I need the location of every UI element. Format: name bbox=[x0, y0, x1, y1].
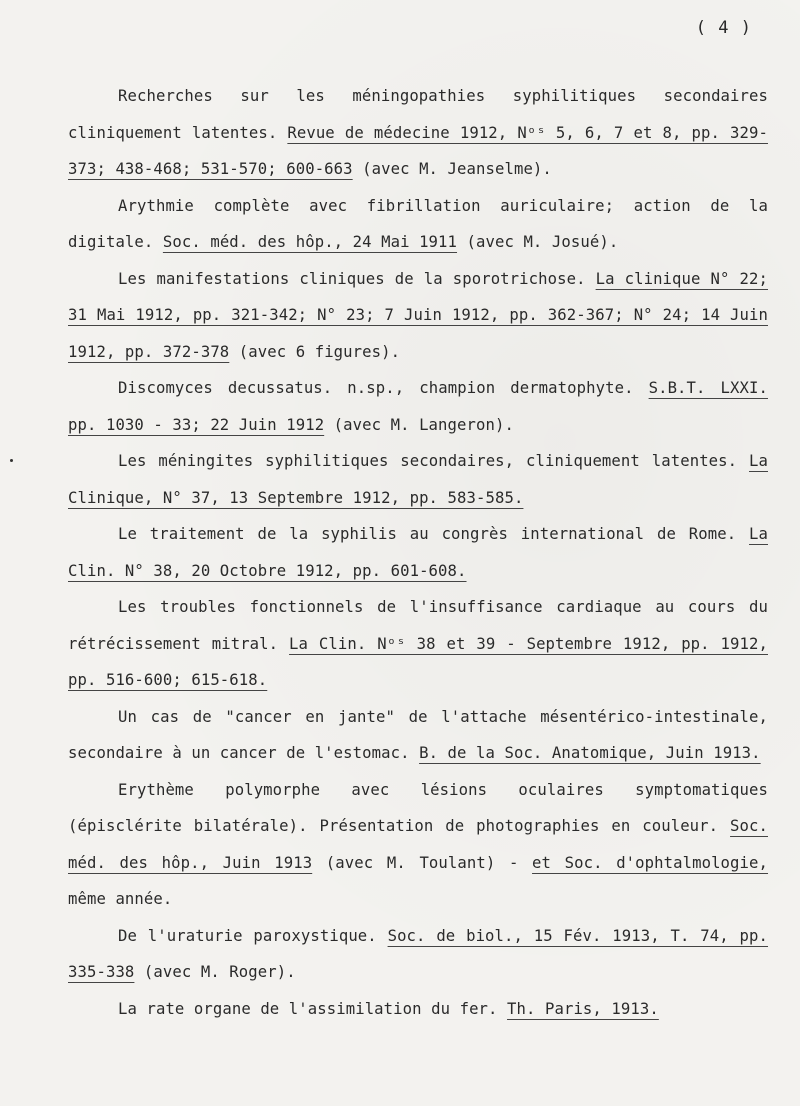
entry-source: La clinique N° 22; 31 Mai 1912, pp. 321-342; N° 23; 7 Juin 1912, pp. 362-367; N° 24; 14 Juin 1912, pp. 372-378 bbox=[68, 269, 768, 361]
entry-note: même année. bbox=[68, 890, 173, 908]
entry-source: S.B.T. LXXI. pp. 1030 - 33; 22 Juin 1912 bbox=[68, 379, 768, 434]
bibliography-entry bbox=[68, 261, 768, 371]
entry-title: La rate organe de l'assimilation du fer. bbox=[118, 999, 508, 1018]
entry-coauthor: (avec M. Roger). bbox=[134, 963, 296, 981]
entry-title: De l'uraturie paroxystique. bbox=[118, 926, 388, 945]
entry-title: Recherches sur les méningopathies syphilitiques secondaires cliniquement latentes. bbox=[68, 87, 768, 142]
entry-source: Soc. méd. des hôp., Juin 1913 bbox=[68, 817, 768, 872]
entry-source: La Clin. Nᵒˢ 38 et 39 - Septembre 1912, pp. 1912, pp. 516-600; 615-618. bbox=[68, 634, 768, 689]
entry-source: Soc. méd. des hôp., 24 Mai 1911 bbox=[162, 233, 458, 251]
bibliography-entry bbox=[68, 516, 768, 589]
bibliography-entry bbox=[68, 772, 768, 918]
entry-title: Arythmie complète avec fibrillation auriculaire; action de la digitale. bbox=[68, 196, 768, 251]
entry-source: La Clinique, N° 37, 13 Septembre 1912, pp. 583-585. bbox=[68, 452, 768, 507]
page-number: ( 4 ) bbox=[696, 18, 752, 38]
entry-title: Discomyces decussatus. n.sp., champion dermatophyte. bbox=[118, 379, 649, 397]
entry-title: Le traitement de la syphilis au congrès international de Rome. bbox=[118, 525, 750, 543]
entry-coauthor: (avec 6 figures). bbox=[229, 342, 401, 361]
bibliography-entry bbox=[68, 443, 768, 516]
bibliography-entry bbox=[68, 699, 768, 772]
entry-title: Erythème polymorphe avec lésions oculaires symptomatiques (épisclérite bilatérale). Présentation de photographies en couleur. bbox=[68, 780, 768, 835]
entry-source: Soc. de biol., 15 Fév. 1913, T. 74, pp. 335-338 bbox=[68, 926, 769, 981]
entry-title: Les méningites syphilitiques secondaires, cliniquement latentes. bbox=[118, 452, 750, 470]
entry-coauthor: (avec M. Josué). bbox=[457, 233, 619, 251]
entry-coauthor: (avec M. Toulant) - bbox=[312, 853, 533, 872]
entry-coauthor: (avec M. Langeron). bbox=[324, 415, 514, 434]
entry-coauthor: (avec M. Jeanselme). bbox=[352, 160, 552, 178]
entry-title: Un cas de "cancer en jante" de l'attache mésentérico-intestinale, secondaire à un cancer de l'estomac. bbox=[68, 707, 768, 762]
stray-ink-mark bbox=[10, 459, 13, 462]
entry-source: Th. Paris, 1913. bbox=[507, 999, 659, 1018]
bibliography-list bbox=[68, 78, 768, 1027]
entry-title: Les manifestations cliniques de la sporotrichose. bbox=[118, 269, 596, 288]
entry-title: Les troubles fonctionnels de l'insuffisance cardiaque au cours du rétrécissement mitral. bbox=[68, 598, 768, 653]
entry-source: Revue de médecine 1912, Nᵒˢ 5, 6, 7 et 8, pp. 329-373; 438-468; 531-570; 600-663 bbox=[68, 123, 768, 178]
entry-source: La Clin. N° 38, 20 Octobre 1912, pp. 601-608. bbox=[68, 525, 768, 580]
bibliography-entry bbox=[68, 918, 768, 991]
bibliography-entry bbox=[68, 188, 768, 261]
bibliography-entry bbox=[68, 589, 768, 699]
entry-source-secondary: et Soc. d'ophtalmologie, bbox=[532, 853, 769, 872]
bibliography-entry bbox=[68, 991, 768, 1028]
bibliography-entry bbox=[68, 370, 768, 443]
entry-source: B. de la Soc. Anatomique, Juin 1913. bbox=[419, 744, 761, 762]
bibliography-entry bbox=[68, 78, 768, 188]
